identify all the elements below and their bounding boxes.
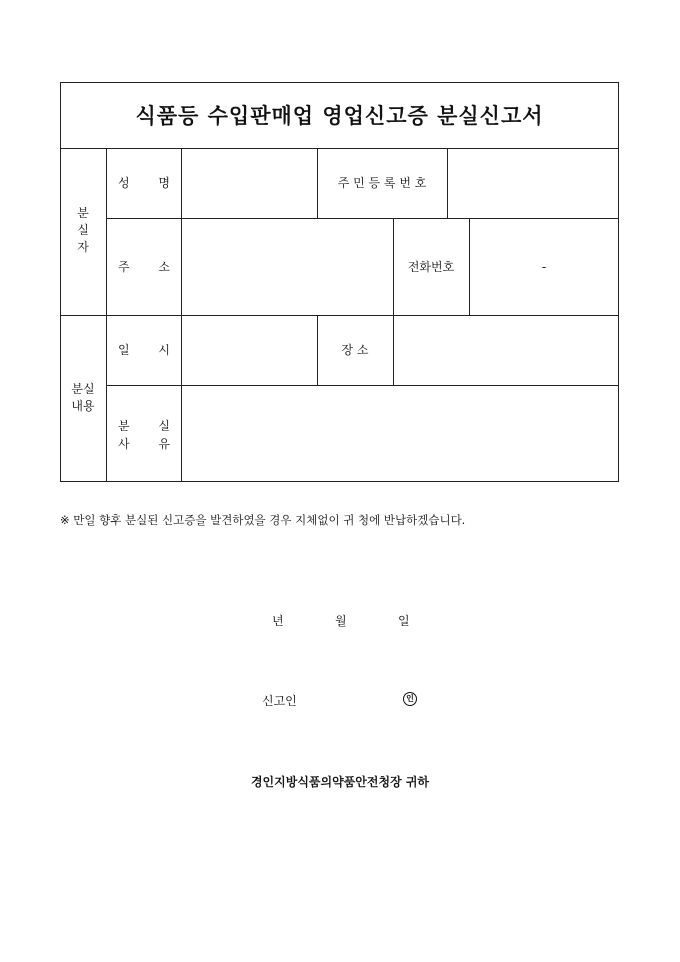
name-label-part-1: 성 [118,176,130,190]
seal-icon: 인 [403,692,417,706]
reason-label-part-3: 사 [118,437,130,451]
address-label-part-2: 소 [158,260,170,274]
phone-field[interactable]: - [541,260,547,274]
address-label-part-1: 주 [118,260,130,274]
reason-label-part-1: 분 [118,419,130,433]
addressee: 경인지방식품의약품안전청장 귀하 [250,775,430,789]
divider-sections [60,315,619,316]
phone-label: 전화번호 [407,260,455,274]
reason-label-part-4: 유 [158,437,170,451]
divider-reporter-row [106,218,619,219]
datetime-label-part-1: 일 [118,343,130,357]
divider-rrn-value [447,148,448,218]
name-label-part-2: 명 [158,176,170,190]
rrn-label: 주 민 등 록 번 호 [337,176,427,190]
divider-field-label [181,148,182,482]
reason-label-row-2 [118,437,170,451]
datetime-label [118,343,170,357]
date-year-label: 년 [272,614,284,628]
reporter-section-label: 분 실 자 [77,206,89,254]
divider-section-label [106,148,107,482]
name-label [118,176,170,190]
reason-label-row-1 [118,419,170,433]
date-day-label: 일 [398,614,410,628]
reporter-signature-label: 신고인 [262,694,297,708]
datetime-label-part-2: 시 [158,343,170,357]
return-notice: ※ 만일 향후 분실된 신고증을 발견하였을 경우 지체없이 귀 청에 반납하겠습니다. [60,513,466,527]
address-label [118,260,170,274]
form-title: 식품등 수입판매업 영업신고증 분실신고서 [135,103,544,128]
place-label: 장 소 [341,343,369,357]
divider-title [60,148,619,149]
divider-loss-row [106,385,619,386]
date-month-label: 월 [335,614,347,628]
loss-section-label: 분실 내용 [71,382,95,413]
reason-label-part-2: 실 [158,419,170,433]
divider-place-value [393,315,394,385]
